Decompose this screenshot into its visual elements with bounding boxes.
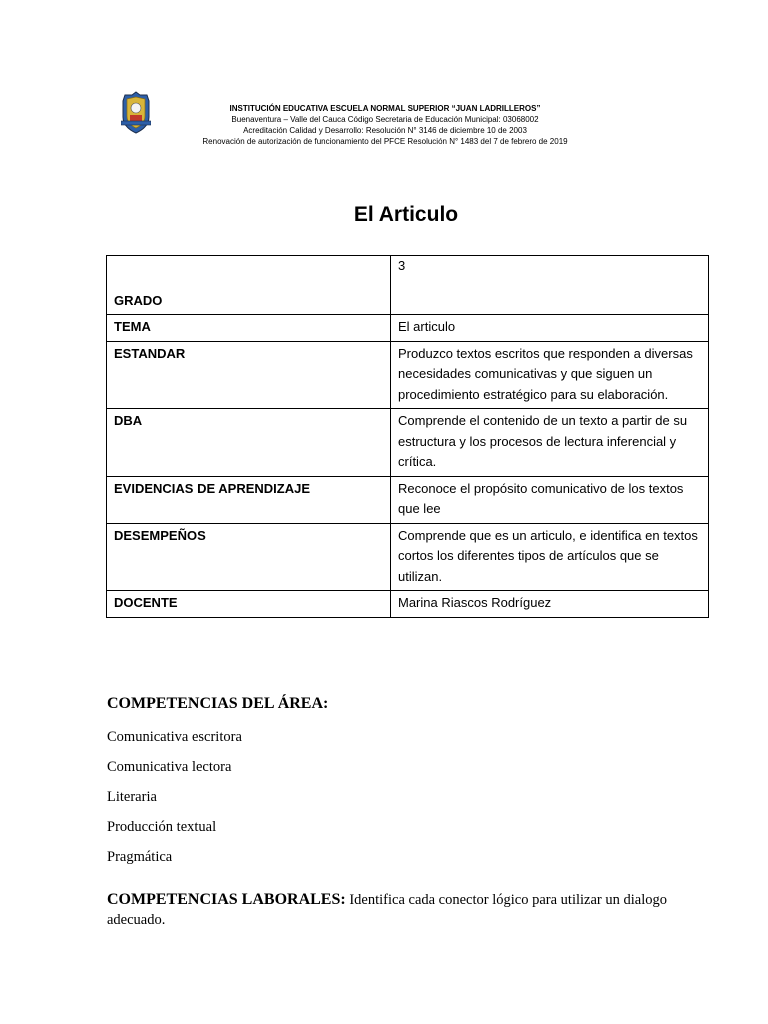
row-value-evidencias: Reconoce el propósito comunicativo de los textos que lee <box>391 476 709 523</box>
header-line-4: Renovación de autorización de funcionamiento del PFCE Resolución N° 1483 del 7 de febrero de 2019 <box>202 137 568 146</box>
row-value-desempenos: Comprende que es un articulo, e identifica en textos cortos los diferentes tipos de artículos que se utilizan. <box>391 523 709 591</box>
row-label-docente: DOCENTE <box>107 591 391 618</box>
row-value-docente: Marina Riascos Rodríguez <box>391 591 709 618</box>
row-value-dba: Comprende el contenido de un texto a partir de su estructura y los procesos de lectura inferencial y crítica. <box>391 409 709 477</box>
header-line-2: Buenaventura – Valle del Cauca Código Secretaria de Educación Municipal: 03068002 <box>231 115 539 124</box>
row-label-desempenos: DESEMPEÑOS <box>107 523 391 591</box>
header-line-3: Acreditación Calidad y Desarrollo: Resolución N° 3146 de diciembre 10 de 2003 <box>243 126 527 135</box>
competencias-laborales-paragraph <box>107 890 707 930</box>
competencias-area-list <box>107 722 707 872</box>
table-row <box>107 341 709 409</box>
row-value-grado: 3 <box>391 256 709 315</box>
competencias-laborales-label: COMPETENCIAS LABORALES: <box>107 891 346 908</box>
row-label-estandar: ESTANDAR <box>107 341 391 409</box>
competencias-laborales-text: Identifica cada conector lógico para utilizar un dialogo adecuado. <box>107 892 667 928</box>
list-item: Comunicativa escritora <box>107 729 242 745</box>
row-label-evidencias: EVIDENCIAS DE APRENDIZAJE <box>107 476 391 523</box>
institution-header <box>150 103 620 147</box>
row-value-estandar: Produzco textos escritos que responden a diversas necesidades comunicativas y que siguen un procedimiento estratégico para su elaboración. <box>391 341 709 409</box>
document-title: El Articulo <box>353 203 459 226</box>
row-value-tema: El articulo <box>391 315 709 342</box>
competencias-area-heading: COMPETENCIAS DEL ÁREA: <box>107 695 329 712</box>
list-item: Literaria <box>107 789 157 805</box>
school-crest-icon <box>121 91 151 135</box>
row-label-dba: DBA <box>107 409 391 477</box>
table-row <box>107 591 709 618</box>
row-label-grado: GRADO <box>107 256 391 315</box>
table-row <box>107 409 709 477</box>
institution-name: INSTITUCIÓN EDUCATIVA ESCUELA NORMAL SUPERIOR “JUAN LADRILLEROS” <box>229 104 541 113</box>
table-row <box>107 523 709 591</box>
lesson-info-table <box>106 255 709 618</box>
list-item: Comunicativa lectora <box>107 759 232 775</box>
table-row <box>107 256 709 315</box>
table-row <box>107 315 709 342</box>
list-item: Producción textual <box>107 819 217 835</box>
list-item: Pragmática <box>107 849 173 865</box>
row-label-tema: TEMA <box>107 315 391 342</box>
table-row <box>107 476 709 523</box>
